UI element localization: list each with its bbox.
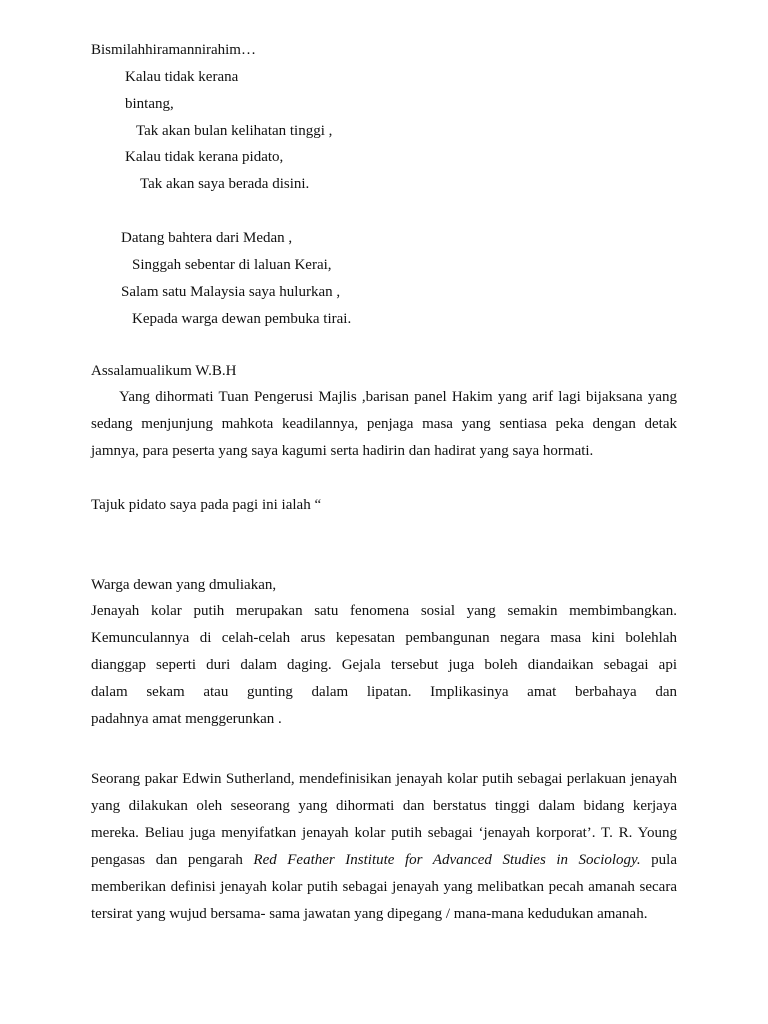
paragraph-2 (91, 766, 677, 928)
institute-name: Red Feather Institute for Advanced Studies in Sociology. (253, 852, 641, 868)
paragraph-row: dalam sekam atau gunting dalam lipatan. Implikasinya amat berbahaya dan (91, 684, 677, 700)
opening-line: Bismilahhiramannirahim… (91, 42, 256, 58)
pantun-line: bintang, (125, 96, 174, 112)
row-text-post: pula (640, 852, 677, 868)
paragraph-row: mereka. Beliau juga menyifatkan jenayah kolar putih sebagai ‘jenayah korporat’. T. R. Young (91, 825, 677, 841)
paragraph-row: padahnya amat menggerunkan . (91, 711, 282, 727)
pantun-line: Datang bahtera dari Medan , (121, 230, 293, 246)
paragraph-row: yang dilakukan oleh seseorang yang dihormati dan berstatus tinggi dalam bidang kerjaya (91, 798, 677, 814)
pantun-line: Kepada warga dewan pembuka tirai. (132, 311, 352, 327)
paragraph-row: sedang menjunjung mahkota keadilannya, penjaga masa yang sentiasa peka dengan detak (91, 416, 677, 432)
salutation-paragraph (91, 384, 677, 465)
paragraph-row: Kemunculannya di celah-celah arus kepesatan pembangunan negara masa kini bolehlah (91, 630, 677, 646)
pantun-line: Kalau tidak kerana pidato, (125, 149, 284, 165)
pantun-line: Kalau tidak kerana (125, 69, 239, 85)
paragraph-row: Jenayah kolar putih merupakan satu fenomena sosial yang semakin membimbangkan. (91, 603, 677, 619)
paragraph-row: Yang dihormati Tuan Pengerusi Majlis ,barisan panel Hakim yang arif lagi bijaksana yang (119, 389, 677, 405)
paragraph-row: memberikan definisi jenayah kolar putih sebagai jenayah yang melibatkan pecah amanah secara (91, 879, 677, 895)
greeting-line: Assalamualikum W.B.H (91, 363, 237, 379)
paragraph-row: tersirat yang wujud bersama- sama jawatan yang dipegang / mana-mana kedudukan amanah. (91, 906, 648, 922)
pantun-line: Salam satu Malaysia saya hulurkan , (121, 284, 341, 300)
title-line: Tajuk pidato saya pada pagi ini ialah “ (91, 497, 322, 513)
warga-line: Warga dewan yang dmuliakan, (91, 577, 277, 593)
pantun-line: Singgah sebentar di laluan Kerai, (132, 257, 332, 273)
paragraph-row-with-italic (91, 847, 677, 874)
paragraph-row: jamnya, para peserta yang saya kagumi serta hadirin dan hadirat yang saya hormati. (91, 443, 594, 459)
pantun-line: Tak akan saya berada disini. (140, 176, 310, 192)
pantun-line: Tak akan bulan kelihatan tinggi , (136, 123, 333, 139)
paragraph-1 (91, 598, 677, 733)
paragraph-row: Seorang pakar Edwin Sutherland, mendefinisikan jenayah kolar putih sebagai perlakuan jenayah (91, 771, 677, 787)
row-text-pre: pengasas dan pengarah (91, 852, 254, 868)
paragraph-row: dianggap seperti duri dalam daging. Gejala tersebut juga boleh diandaikan sebagai api (91, 657, 677, 673)
